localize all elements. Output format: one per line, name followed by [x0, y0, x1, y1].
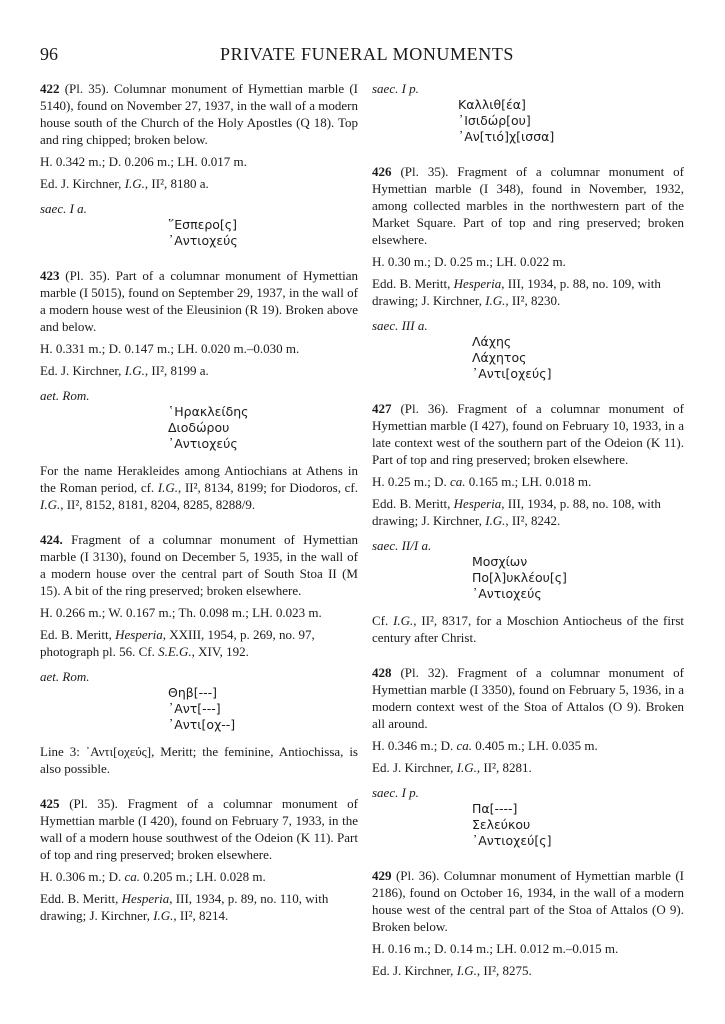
date-label: saec. I p.: [372, 81, 419, 96]
date-label: saec. II/I a.: [372, 538, 432, 553]
page-header: [40, 44, 685, 68]
entry-422: [40, 80, 358, 249]
dimensions: H. 0.331 m.; D. 0.147 m.; LH. 0.020 m.–0.030 m.: [40, 341, 300, 356]
commentary: For the name Herakleides among Antiochians at Athens in the Roman period, cf. I.G., II², 8134, 8199; for Diodoros, cf. I.G., II², 8152, 8181, 8204, 8285, 8288/9.: [40, 463, 358, 512]
inscription-line: Λάχης: [472, 334, 512, 349]
inscription-line: Σελεύκου: [472, 817, 531, 832]
entry-424: [40, 531, 358, 777]
entry-text: (Pl. 35). Part of a columnar monument of Hymettian marble (I 5015), found on September 29, 1937, in the wall of a modern house west of the Eleusinion (R 19). Broken above and below.: [40, 268, 358, 334]
dimensions: H. 0.266 m.; W. 0.167 m.; Th. 0.098 m.; LH. 0.023 m.: [40, 605, 322, 620]
dimensions: H. 0.30 m.; D. 0.25 m.; LH. 0.022 m.: [372, 254, 566, 269]
entry-428: [372, 664, 684, 849]
entry-text: (Pl. 35). Fragment of a columnar monument of Hymettian marble (I 420), found on February 7, 1933, in the wall of a modern house southwest of the Odeion (K 11). Part of top and ring preserved; broken elsewhere.: [40, 796, 359, 862]
inscription-line: ῞Εσπερο[ς]: [168, 217, 238, 232]
commentary: Line 3: ᾿Αντι[οχεύς], Meritt; the feminine, Antiochissa, is also possible.: [40, 744, 358, 776]
dimensions: H. 0.306 m.; D. ca. 0.205 m.; LH. 0.028 m.: [40, 869, 266, 884]
dimensions: H. 0.25 m.; D. ca. 0.165 m.; LH. 0.018 m.: [372, 474, 592, 489]
entry-number: 424.: [40, 532, 63, 547]
entry-text: (Pl. 35). Columnar monument of Hymettian marble (I 5140), found on November 27, 1937, in the wall of a modern house south of the Church of the Holy Apostles (Q 18). Top and ring chipped; broken below.: [40, 81, 358, 147]
entry-description: [40, 531, 358, 599]
inscription-line: Λάχητος: [472, 350, 527, 365]
date-label: saec. I p.: [372, 785, 419, 800]
date-label: saec. I a.: [40, 201, 87, 216]
entry-426: [372, 163, 684, 382]
left-column: [40, 80, 358, 942]
inscription-line: ᾿Αντιοχεύς: [168, 436, 238, 451]
commentary: Cf. I.G., II², 8317, for a Moschion Antiocheus of the first century after Christ.: [372, 613, 685, 645]
inscription-line: ᾿Αντ[---]: [168, 701, 221, 716]
edition: Ed. J. Kirchner, I.G., II², 8199 a.: [40, 363, 209, 378]
entry-description: [372, 400, 684, 468]
edition: Ed. B. Meritt, Hesperia, XXIII, 1954, p. 269, no. 97, photograph pl. 56. Cf. S.E.G., XIV, 192.: [40, 627, 315, 659]
edition: Edd. B. Meritt, Hesperia, III, 1934, p. 88, no. 109, with drawing; J. Kirchner, I.G., II², 8230.: [372, 276, 661, 308]
entry-number: 422: [40, 81, 60, 96]
dimensions: H. 0.342 m.; D. 0.206 m.; LH. 0.017 m.: [40, 154, 247, 169]
entry-425-continued: [372, 80, 684, 145]
inscription-line: Καλλιθ[έα]: [458, 97, 526, 112]
entry-text: (Pl. 36). Fragment of a columnar monument of Hymettian marble (I 427), found on February 10, 1933, in a late context west of the southern part of the Odeion (K 11). Part of top and ring preserved; broken elsewhere.: [372, 401, 685, 467]
inscription-line: Πο[λ]υκλέου[ς]: [472, 570, 567, 585]
edition: Edd. B. Meritt, Hesperia, III, 1934, p. 88, no. 108, with drawing; J. Kirchner, I.G., II², 8242.: [372, 496, 661, 528]
inscription-line: ᾿Αντι[οχ--]: [168, 717, 236, 732]
entry-number: 426: [372, 164, 392, 179]
entry-number: 425: [40, 796, 60, 811]
dimensions: H. 0.346 m.; D. ca. 0.405 m.; LH. 0.035 m.: [372, 738, 598, 753]
inscription-line: ᾿Ισιδώρ[ου]: [458, 113, 531, 128]
inscription-line: Διοδώρου: [168, 420, 230, 435]
entry-number: 428: [372, 665, 392, 680]
entry-427: [372, 400, 684, 646]
inscription-line: ᾿Αντιοχεύς: [472, 586, 542, 601]
entry-423: [40, 267, 358, 513]
inscription-line: Θηβ[---]: [168, 685, 218, 700]
entry-number: 423: [40, 268, 60, 283]
edition: Edd. B. Meritt, Hesperia, III, 1934, p. 89, no. 110, with drawing; J. Kirchner, I.G., II², 8214.: [40, 891, 329, 923]
entry-description: [40, 795, 358, 863]
dimensions: H. 0.16 m.; D. 0.14 m.; LH. 0.012 m.–0.015 m.: [372, 941, 619, 956]
entry-description: [372, 867, 684, 935]
edition: Ed. J. Kirchner, I.G., II², 8180 a.: [40, 176, 209, 191]
entry-text: (Pl. 35). Fragment of a columnar monument of Hymettian marble (I 348), found in November, 1932, among collected marbles in the northwestern part of the Market Square. Part of top and ring preserved; broken elsewhere.: [372, 164, 685, 247]
inscription-line: ᾿Αντιοχεύ[ς]: [472, 833, 552, 848]
inscription-line: ᾿Αντιοχεύς: [168, 233, 238, 248]
date-label: aet. Rom.: [40, 388, 90, 403]
date-label: saec. III a.: [372, 318, 428, 333]
entry-429: [372, 867, 684, 979]
page-number: 96: [40, 44, 58, 64]
edition: Ed. J. Kirchner, I.G., II², 8275.: [372, 963, 532, 978]
entry-description: [40, 267, 358, 335]
date-label: aet. Rom.: [40, 669, 90, 684]
entry-number: 429: [372, 868, 392, 883]
entry-text: (Pl. 36). Columnar monument of Hymettian marble (I 2186), found on October 16, 1934, in the wall of a modern house west of the central part of the Stoa of Attalos (O 9). Broken below.: [372, 868, 684, 934]
entry-text: Fragment of a columnar monument of Hymettian marble (I 3130), found on December 5, 1935, in the wall of a modern house over the central part of South Stoa II (M 15). A bit of the ring preserved; broken elsewhere.: [40, 532, 359, 598]
inscription-line: ᾿Αν[τιό]χ[ισσα]: [458, 129, 555, 144]
inscription-line: Πα[----]: [472, 801, 518, 816]
entry-425: [40, 795, 358, 924]
inscription-line: ῾Ηρακλείδης: [168, 404, 249, 419]
right-column: [372, 80, 684, 997]
edition: Ed. J. Kirchner, I.G., II², 8281.: [372, 760, 532, 775]
running-title: PRIVATE FUNERAL MONUMENTS: [220, 44, 515, 64]
entry-description: [40, 80, 358, 148]
entry-description: [372, 163, 684, 248]
entry-description: [372, 664, 684, 732]
inscription-line: ᾿Αντι[οχεύς]: [472, 366, 552, 381]
entry-text: (Pl. 32). Fragment of a columnar monument of Hymettian marble (I 3350), found on February 5, 1936, in a modern context west of the Stoa of Attalos (O 9). Broken all around.: [372, 665, 685, 731]
inscription-line: Μοσχίων: [472, 554, 528, 569]
entry-number: 427: [372, 401, 392, 416]
